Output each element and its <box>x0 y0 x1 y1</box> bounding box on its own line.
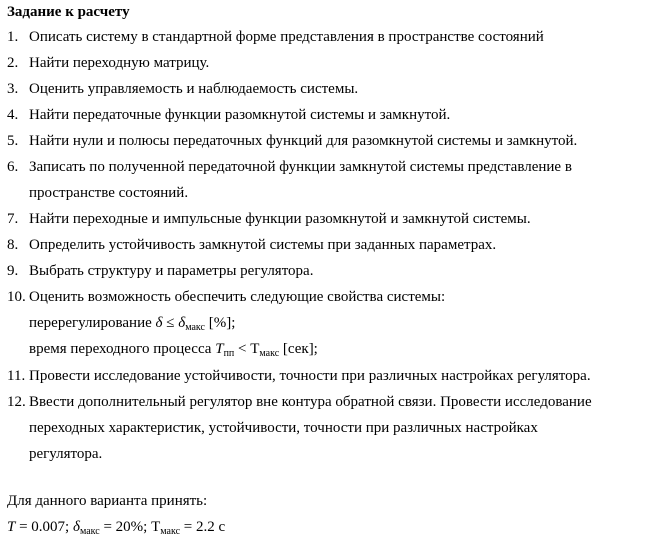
item-number: 6. <box>7 159 19 175</box>
lt-operator: < <box>238 341 247 357</box>
item-text: Найти переходную матрицу. <box>29 55 210 71</box>
item-text: Оценить возможность обеспечить следующие свойства системы: <box>29 289 446 305</box>
item-text-continuation: регулятора. <box>29 446 103 462</box>
item-number: 9. <box>7 263 19 279</box>
item-text: Оценить управляемость и наблюдаемость системы. <box>29 81 359 97</box>
variant-params-row <box>0 517 666 537</box>
variant-intro-row <box>0 491 666 511</box>
tmax-subscript: макс <box>160 526 181 537</box>
delta-symbol: δ <box>155 315 163 331</box>
item-number: 10. <box>7 289 26 305</box>
t-symbol: T <box>7 519 16 535</box>
delta-max-value: = 20%; <box>103 519 148 535</box>
tmax-subscript: макс <box>259 348 280 359</box>
item-number: 4. <box>7 107 19 123</box>
item-number: 2. <box>7 55 19 71</box>
item-number: 5. <box>7 133 19 149</box>
list-item <box>0 105 666 125</box>
item-text: Записать по полученной передаточной функции замкнутой системы представление в <box>29 159 572 175</box>
list-item <box>0 53 666 73</box>
t-value: = 0.007; <box>19 519 70 535</box>
variant-params <box>7 517 225 537</box>
tpp-subscript: пп <box>223 348 235 359</box>
item-number: 8. <box>7 237 19 253</box>
overshoot-unit: [%]; <box>208 315 236 331</box>
item-text: Найти передаточные функции разомкнутой системы и замкнутой. <box>29 107 451 123</box>
list-item <box>0 392 666 412</box>
item-text: Описать систему в стандартной форме представления в пространстве состояний <box>29 29 544 45</box>
settling-requirement <box>0 339 666 359</box>
settling-label: время переходного процесса <box>29 341 212 357</box>
overshoot-requirement <box>0 313 666 333</box>
item-number: 11. <box>7 368 26 384</box>
list-item <box>0 235 666 255</box>
list-item-continuation <box>0 183 666 203</box>
item-number: 1. <box>7 29 19 45</box>
list-item <box>0 79 666 99</box>
settling-formula <box>29 339 318 359</box>
tmax-value: = 2.2 с <box>183 519 226 535</box>
item-text-continuation: переходных характеристик, устойчивости, точности при различных настройках <box>29 420 538 436</box>
list-item <box>0 261 666 281</box>
list-item <box>0 27 666 47</box>
leq-operator: ≤ <box>166 315 175 331</box>
list-item <box>0 287 666 307</box>
delta-max-subscript: макс <box>185 322 205 333</box>
item-text: Найти переходные и импульсные функции разомкнутой и замкнутой системы. <box>29 211 531 227</box>
variant-intro: Для данного варианта принять: <box>7 493 208 509</box>
overshoot-formula <box>29 313 235 333</box>
list-item <box>0 131 666 151</box>
tmax-symbol: T <box>151 519 161 535</box>
item-number: 12. <box>7 394 26 410</box>
item-text: Определить устойчивость замкнутой системы при заданных параметрах. <box>29 237 497 253</box>
list-item-continuation <box>0 418 666 438</box>
list-item <box>0 366 666 386</box>
delta-max-subscript: макс <box>79 526 100 537</box>
delta-max-symbol: δ <box>72 519 80 535</box>
overshoot-label: перерегулирование <box>29 315 152 331</box>
item-text: Провести исследование устойчивости, точности при различных настройках регулятора. <box>29 368 591 384</box>
list-item <box>0 209 666 229</box>
settling-unit: [сек]; <box>282 341 318 357</box>
section-heading: Задание к расчету <box>7 4 130 20</box>
item-number: 3. <box>7 81 19 97</box>
item-number: 7. <box>7 211 19 227</box>
list-item-continuation <box>0 444 666 464</box>
tpp-symbol: T <box>215 341 224 357</box>
delta-max-symbol: δ <box>178 315 186 331</box>
item-text: Найти нули и полюсы передаточных функций для разомкнутой системы и замкнутой. <box>29 133 578 149</box>
tmax-symbol: T <box>250 341 260 357</box>
item-text-continuation: пространстве состояний. <box>29 185 189 201</box>
item-text: Ввести дополнительный регулятор вне контура обратной связи. Провести исследование <box>29 394 592 410</box>
item-text: Выбрать структуру и параметры регулятора. <box>29 263 314 279</box>
list-item <box>0 157 666 177</box>
